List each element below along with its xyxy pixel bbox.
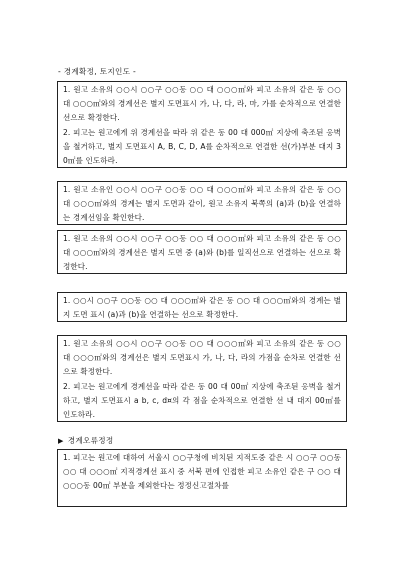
clause-box-6	[57, 449, 347, 507]
clause-box-5	[57, 335, 347, 422]
clause-box-4	[57, 292, 347, 322]
clause-text: 1. 원고 소유의 ○○시 ○○구 ○○동 ○○ 대 ○○○㎡와 피고 소유의 같은 동 ○○ 대 ○○○㎡와의 경계선은 별지 도면표시 가, 나, 다, 라, 마, 가를 순차적으로 연결한 선으로 확정한다.	[63, 85, 341, 123]
clause-text: 1. 피고는 원고에 대하여 서울시 ○○구청에 비치된 지적도중 같은 시 ○○구 ○○동 ○○ 대 ○○○㎡ 지적경계선 표시 중 서북 편에 인접한 피고 소유인 같은 구 ○○ 대 ○○○동 00㎡ 부분을 제외한다는 정정신고절차를	[63, 453, 341, 491]
clause-text: 1. 원고 소유인 ○○시 ○○구 ○○동 ○○ 대 ○○○㎡와 피고 소유의 같은 동 ○○ 대 ○○○㎡와의 경계는 별지 도면과 같이, 원고 소유지 북쪽의 (a)과 (b)을 연결하는 경계선임을 확인한다.	[63, 185, 341, 223]
section-heading-boundary: - 경계확정, 토지인도 -	[58, 67, 137, 76]
clause-text: 2. 피고는 원고에게 경계선을 따라 같은 동 00 대 00㎡ 지상에 축조된 옹벽을 철거하고, 별지 도면표시 a b, c, d¤의 각 점을 순차적으로 연결한 선 내 대지 00㎡를 인도하라.	[63, 381, 341, 420]
clause-text: 1. ○○시 ○○구 ○○동 ○○ 대 ○○○㎡와 같은 동 ○○ 대 ○○○㎡와의 경계는 별지 도면 표시 (a)과 (b)을 연결하는 선으로 확정한다.	[63, 296, 341, 320]
clause-text: 1. 원고 소유의 ○○시 ○○구 ○○동 ○○ 대 ○○○㎡와 피고 소유의 같은 동 ○○ 대 ○○○㎡와의 경계선은 별지 도면표시 가, 나, 다, 라의 가점을 순차로 연결한 선으로 확정한다.	[63, 339, 341, 377]
section-heading-correction	[58, 435, 114, 446]
clause-text: 2. 피고는 원고에게 위 경계선을 따라 위 같은 동 00 대 000㎡ 지상에 축조된 옹벽을 철거하고, 별지 도면표시 A, B, C, D, A를 순차적으로 연결한 선(가)부분 대지 30㎡를 인도하라.	[63, 127, 341, 166]
clause-box-1	[57, 81, 347, 168]
clause-text: 1. 원고 소유의 ○○시 ○○구 ○○동 ○○ 대 ○○○㎡와 피고 소유의 같은 동 ○○ 대 ○○○㎡와의 경계선은 별지 도면 중 (a)와 (b)를 일직선으로 연결하는 선으로 확정한다.	[63, 234, 341, 272]
section-heading-text: 경계오류정정	[67, 436, 114, 445]
clause-box-2	[57, 181, 347, 225]
triangle-bullet-icon: ▶	[58, 437, 64, 445]
clause-box-3	[57, 230, 347, 274]
